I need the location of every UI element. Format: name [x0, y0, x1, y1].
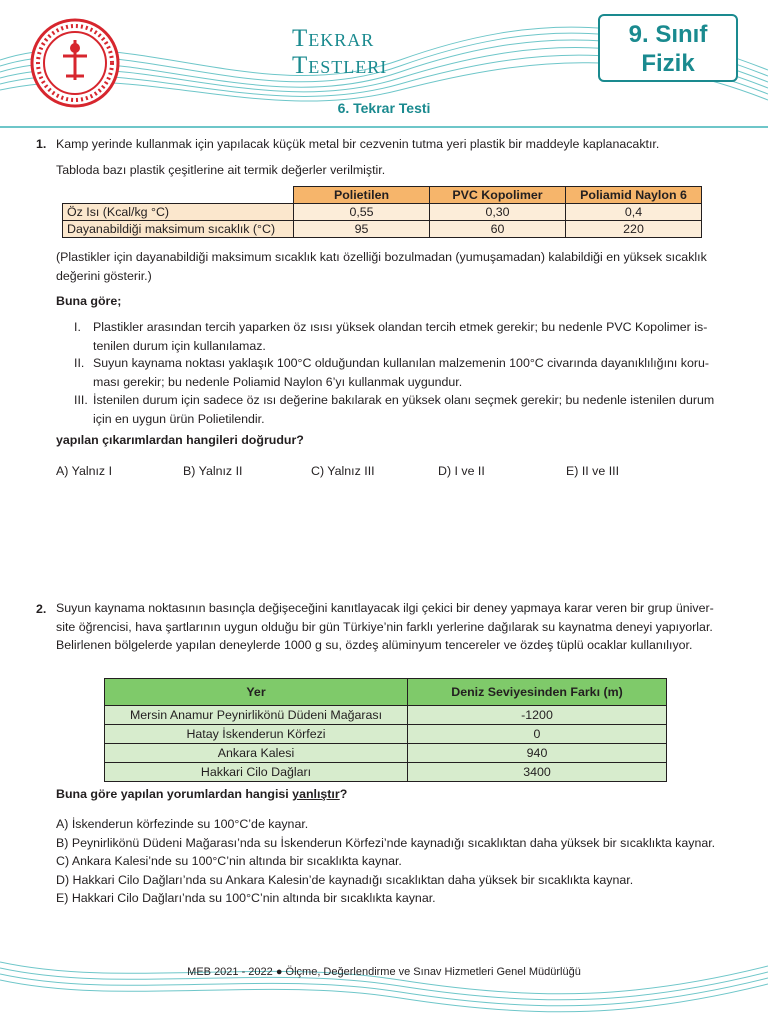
q2-cell-altitude: 3400	[408, 763, 667, 782]
q1-row-label: Öz Isı (Kcal/kg °C)	[63, 204, 294, 221]
q2-cell-altitude: 0	[408, 725, 667, 744]
q2-cell-place: Mersin Anamur Peynirlikönü Düdeni Mağarası	[105, 706, 408, 725]
subject-label: Fizik	[641, 50, 695, 77]
q1-number: 1.	[36, 137, 47, 151]
q2-option-c[interactable]: C) Ankara Kalesi’nde su 100°C’nin altında bir sıcaklıkta kaynar.	[56, 854, 402, 868]
q2-cell-altitude: -1200	[408, 706, 667, 725]
q1-option-e[interactable]: E) II ve III	[566, 464, 620, 478]
q2-location-table	[104, 678, 667, 782]
q2-question	[56, 785, 347, 804]
series-title-line2	[292, 53, 387, 80]
q1-question: yapılan çıkarımlardan hangileri doğrudur?	[56, 433, 304, 447]
q1-cell: 60	[430, 221, 566, 238]
q1-table-header: PVC Kopolimer	[430, 187, 566, 204]
series-title	[292, 26, 387, 80]
q1-option-a[interactable]: A) Yalnız I	[56, 464, 113, 478]
q2-question-pre: Buna göre yapılan yorumlardan hangisi	[56, 787, 293, 801]
q2-intro-line: Suyun kaynama noktasının basınçla değişeceğini kanıtlayacak ilgi çekici bir deney yapmaya karar veren bir grup üniver-	[56, 601, 714, 615]
q2-intro	[56, 599, 766, 655]
q1-cell: 0,30	[430, 204, 566, 221]
q1-statement-line: tenilen durum için kullanılamaz.	[93, 338, 266, 353]
q1-option-b[interactable]: B) Yalnız II	[183, 464, 243, 478]
q1-table-header: Polietilen	[294, 187, 430, 204]
q2-table-header: Yer	[105, 679, 408, 706]
q2-question-underlined: yanlıştır	[292, 787, 340, 801]
q2-cell-place: Ankara Kalesi	[105, 744, 408, 763]
footer-text: MEB 2021 - 2022 ● Ölçme, Değerlendirme ve Sınav Hizmetleri Genel Müdürlüğü	[187, 966, 581, 978]
q2-cell-place: Hakkari Cilo Dağları	[105, 763, 408, 782]
q1-statement	[93, 318, 763, 355]
test-title: 6. Tekrar Testi	[337, 100, 431, 116]
q1-statement-line: İstenilen durum için sadece öz ısı değerine bakılarak en yüksek olanı seçmek gerekir; bu nedenle istenilen durum	[93, 393, 715, 407]
q1-table-intro: Tabloda bazı plastik çeşitlerine ait termik değerler verilmiştir.	[56, 163, 386, 177]
q1-note-line1: (Plastikler için dayanabildiği maksimum sıcaklık katı özelliği bozulmadan (yumuşamadan) kalabildiği en yüksek sıcaklık	[56, 250, 707, 264]
q2-number: 2.	[36, 602, 47, 616]
q1-statement	[93, 354, 763, 391]
q2-option-e[interactable]: E) Hakkari Cilo Dağları’nda su 100°C’nin altında bir sıcaklıkta kaynar.	[56, 891, 436, 905]
q1-intro: Kamp yerinde kullanmak için yapılacak küçük metal bir cezvenin tutma yeri plastik bir maddeyle kaplanacaktır.	[56, 137, 660, 151]
q2-option-b[interactable]: B) Peynirlikönü Düdeni Mağarası’nda su İskenderun Körfezi’nde kaynadığı sıcaklıktan daha yüksek bir sıcaklıkta kaynar.	[56, 835, 716, 850]
q2-cell-place: Hatay İskenderun Körfezi	[105, 725, 408, 744]
q2-table-header-row	[105, 679, 667, 706]
q1-statement-num: II.	[74, 356, 85, 370]
title-divider	[0, 126, 768, 128]
q2-intro-line: Belirlenen bölgelerde yapılan deneylerde 1000 g su, özdeş alüminyum tencereler ve özdeş tüplü ocaklar kullanılıyor.	[56, 638, 693, 652]
q1-note-line2: değerini gösterir.)	[56, 268, 152, 283]
q1-cell: 0,4	[566, 204, 702, 221]
q2-table-row	[105, 763, 667, 782]
q1-option-c[interactable]: C) Yalnız III	[311, 464, 375, 478]
q2-options	[56, 815, 766, 908]
q1-table-header: Poliamid Naylon 6	[566, 187, 702, 204]
q1-cell: 220	[566, 221, 702, 238]
grade-subject-box	[598, 14, 738, 82]
q1-statement	[93, 391, 763, 428]
q1-statement-line: Plastikler arasından tercih yaparken öz ısısı yüksek olandan tercih etmek gerekir; bu nedenle PVC Kopolimer is-	[93, 320, 708, 334]
q2-option-d[interactable]: D) Hakkari Cilo Dağları’nda su Ankara Kalesin’de kaynadığı sıcaklıktan daha yüksek bir sıcaklıkta kaynar.	[56, 872, 634, 887]
meb-logo	[30, 18, 120, 108]
q2-cell-altitude: 940	[408, 744, 667, 763]
q2-option-a[interactable]: A) İskenderun körfezinde su 100°C’de kaynar.	[56, 817, 309, 831]
q1-statement-num: III.	[74, 393, 88, 407]
series-title-line2-text: Testleri	[292, 52, 388, 79]
q1-statement-line: Suyun kaynama noktası yaklaşık 100°C olduğundan kullanılan malzemenin 100°C civarında dayanıklılığını koru-	[93, 356, 710, 370]
q1-table-corner	[63, 187, 294, 204]
q1-lead: Buna göre;	[56, 294, 122, 308]
series-title-line1-text: Tekrar	[292, 25, 375, 52]
q1-option-d[interactable]: D) I ve II	[438, 464, 485, 478]
q2-table-row	[105, 725, 667, 744]
q1-plastic-table	[62, 186, 702, 238]
q1-statement-line: ması gerekir; bu nedenle Poliamid Naylon 6’yı kullanmak uygundur.	[93, 374, 463, 389]
q2-table-row	[105, 744, 667, 763]
q1-table-row	[63, 204, 702, 221]
q2-table-row	[105, 706, 667, 725]
q1-row-label: Dayanabildiği maksimum sıcaklık (°C)	[63, 221, 294, 238]
q1-cell: 95	[294, 221, 430, 238]
q2-intro-line: site öğrencisi, hava şartlarının uygun olduğu bir gün Türkiye’nin farklı yerlerine dağılarak su kaynatma deneyi yapıyorlar.	[56, 619, 713, 634]
series-title-line1	[292, 26, 387, 53]
q1-statement-line: için en uygun ürün Polietilendir.	[93, 411, 265, 426]
q1-table-header-row	[63, 187, 702, 204]
grade-label: 9. Sınıf	[628, 21, 708, 48]
q1-statement-num: I.	[74, 320, 81, 334]
q1-note	[56, 248, 766, 285]
q1-table-row	[63, 221, 702, 238]
q2-table-header: Deniz Seviyesinden Farkı (m)	[408, 679, 667, 706]
q2-question-post: ?	[339, 787, 348, 801]
q1-cell: 0,55	[294, 204, 430, 221]
